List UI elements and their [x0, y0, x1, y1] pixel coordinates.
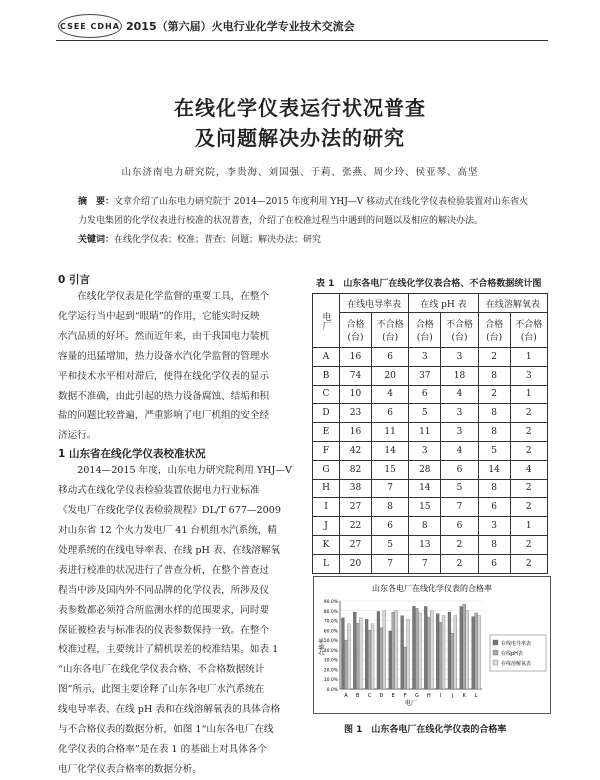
header-divider — [56, 40, 548, 41]
bar-在线溶解氧表 — [383, 611, 386, 689]
bar-在线溶解氧表 — [430, 611, 433, 689]
count-cell: 6 — [478, 498, 510, 517]
bar-在线pH表 — [356, 623, 359, 689]
bar-在线溶解氧表 — [442, 616, 445, 689]
count-cell: 28 — [409, 460, 441, 479]
count-cell: 5 — [409, 404, 441, 423]
x-tick-label: C — [367, 693, 372, 699]
count-cell: 8 — [478, 404, 510, 423]
x-tick-label: D — [379, 693, 384, 699]
count-cell: 3 — [478, 517, 510, 536]
count-cell: 1 — [510, 385, 547, 404]
x-tick-label: K — [462, 693, 466, 699]
conference-logo: CSEE CDHA — [58, 14, 122, 38]
text-line: 与不合格仪表的数据分析，如图 1“山东各电厂在线 — [58, 724, 274, 736]
count-cell: 10 — [340, 385, 372, 404]
y-tick-label: 70.0% — [323, 619, 338, 625]
table-row — [313, 498, 548, 517]
text-line: 数据不准确，由此引起的热力设备腐蚀、结垢和积 — [58, 390, 270, 402]
table-row — [313, 385, 548, 404]
bar-在线溶解氧表 — [347, 624, 350, 689]
text-line: 校准过程，主要统计了精机误差的校准结果。如表 1 — [58, 644, 279, 656]
plant-cell: E — [313, 423, 340, 442]
x-tick-label: E — [391, 693, 395, 699]
x-tick-label: I — [439, 693, 442, 699]
fail-header: 不合格(台) — [441, 313, 478, 348]
keywords: 在线化学仪表；校准；普查；问题；解决办法；研究 — [114, 235, 322, 245]
count-cell: 27 — [340, 535, 372, 554]
table-row — [313, 554, 548, 573]
chart-title: 山东各电厂在线化学仪表的合格率 — [372, 584, 492, 593]
count-cell: 6 — [478, 554, 510, 573]
bar-在线电导率表 — [436, 614, 439, 689]
x-tick-label: G — [414, 693, 419, 699]
y-tick-label: 40.0% — [323, 648, 338, 654]
y-tick-label: 90.0% — [323, 600, 338, 605]
count-cell: 38 — [340, 479, 372, 498]
count-cell: 3 — [441, 404, 478, 423]
fail-header: 不合格(台) — [371, 313, 408, 348]
abstract — [78, 193, 548, 250]
count-cell: 2 — [510, 535, 547, 554]
abstract-label: 摘 要： — [78, 197, 115, 207]
x-tick-label: B — [356, 693, 360, 699]
plant-cell: I — [313, 498, 340, 517]
count-cell: 2 — [510, 423, 547, 442]
count-cell: 27 — [340, 498, 372, 517]
text-line: 平和技术水平相对滞后，使得在线化学仪表的显示 — [58, 370, 270, 382]
paper-title-line2: 及问题解决办法的研究 — [195, 126, 405, 150]
count-cell: 22 — [340, 517, 372, 536]
plant-cell: F — [313, 441, 340, 460]
count-cell: 2 — [441, 554, 478, 573]
text-line: 表参数都必须符合所监测水样的范围要求，同时要 — [58, 604, 270, 616]
bar-在线电导率表 — [412, 606, 415, 689]
text-line: 化学仪表的合格率”是在表 1 的基础上对具体各个 — [58, 743, 267, 755]
y-axis-label: 合格率 — [319, 637, 326, 657]
count-cell: 8 — [478, 366, 510, 385]
plant-cell: G — [313, 460, 340, 479]
text-line: 程当中涉及国内外不同品牌的化学仪表，所涉及仪 — [58, 584, 270, 596]
legend-label: 在线电导率表 — [501, 641, 532, 647]
text-line: 图”所示，此图主要诠释了山东各电厂水汽系统在 — [58, 684, 265, 696]
pass-header: 合格(台) — [340, 313, 372, 348]
bar-在线溶解氧表 — [359, 618, 362, 689]
count-cell: 1 — [510, 348, 547, 367]
text-line: 盐的问题比较普遍，严重影响了电厂机组的安全经 — [58, 410, 270, 422]
figure-1-caption: 图 1 山东各电厂在线化学仪表的合格率 — [344, 725, 507, 735]
bar-在线pH表 — [451, 633, 454, 689]
count-cell: 18 — [441, 366, 478, 385]
pass-header: 合格(台) — [409, 313, 441, 348]
text-line: 对山东省 12 个火力发电厂 41 台机组水汽系统，精 — [58, 524, 277, 536]
count-cell: 8 — [371, 498, 408, 517]
text-line: 线电导率表、在线 pH 表和在线溶解氧表的具体合格 — [58, 704, 281, 716]
count-cell: 2 — [510, 554, 547, 573]
table-row — [313, 404, 548, 423]
legend-label: 在线溶解氧表 — [501, 661, 532, 667]
table-1 — [312, 293, 548, 574]
table-row — [313, 517, 548, 536]
legend-swatch — [493, 660, 498, 665]
count-cell: 16 — [340, 348, 372, 367]
count-cell: 2 — [510, 441, 547, 460]
count-cell: 7 — [441, 498, 478, 517]
bar-在线溶解氧表 — [466, 611, 469, 689]
count-cell: 6 — [371, 404, 408, 423]
x-axis-label: 电厂 — [404, 700, 418, 707]
count-cell: 8 — [478, 535, 510, 554]
count-cell: 4 — [371, 385, 408, 404]
count-cell: 13 — [409, 535, 441, 554]
count-cell: 42 — [340, 441, 372, 460]
count-cell: 3 — [441, 348, 478, 367]
count-cell: 8 — [478, 479, 510, 498]
abstract-line1: 文章介绍了山东电力研究院于 2014—2015 年度利用 YHJ—V 移动式在线化学仪表检验装置对山东省火 — [114, 197, 529, 207]
text-line: 容量的迅猛增加，热力设备水汽化学监督的管理水 — [58, 350, 270, 362]
text-line: 《发电厂在线化学仪表检验规程》DL/T 677—2009 — [58, 505, 281, 517]
bar-在线pH表 — [344, 640, 347, 689]
bar-在线电导率表 — [377, 611, 380, 689]
count-cell: 23 — [340, 404, 372, 423]
y-tick-label: 60.0% — [323, 629, 338, 635]
bar-在线pH表 — [380, 628, 383, 689]
bar-在线溶解氧表 — [454, 616, 457, 689]
abstract-line2: 力发电集团的化学仪表进行校准的状况普查，介绍了在校准过程当中遇到的问题以及相应的解决办法。 — [78, 216, 484, 226]
count-cell: 2 — [478, 348, 510, 367]
y-tick-label: 0.0% — [326, 688, 338, 693]
bar-在线pH表 — [475, 613, 478, 689]
legend-swatch — [493, 650, 498, 655]
plant-cell: J — [313, 517, 340, 536]
count-cell: 37 — [409, 366, 441, 385]
count-cell: 1 — [510, 517, 547, 536]
count-cell: 3 — [409, 348, 441, 367]
count-cell: 15 — [371, 460, 408, 479]
y-tick-label: 50.0% — [323, 639, 338, 645]
table-row — [313, 348, 548, 367]
text-line: “山东各电厂在线化学仪表合格、不合格数据统计 — [58, 664, 265, 676]
running-header: 2015（第六届）火电行业化学专业技术交流会 — [126, 20, 355, 33]
text-line: 济运行。 — [58, 430, 97, 442]
count-cell: 14 — [478, 460, 510, 479]
bar-在线电导率表 — [389, 631, 392, 689]
plant-cell: C — [313, 385, 340, 404]
count-cell: 74 — [340, 366, 372, 385]
text-line: 表进行校准的状况进行了普查分析，在整个普查过 — [58, 564, 270, 576]
text-line: 处理系统的在线电导率表、在线 pH 表、在线溶解氧 — [58, 544, 281, 556]
table-row — [313, 535, 548, 554]
bar-在线pH表 — [439, 622, 442, 689]
count-cell: 6 — [371, 348, 408, 367]
count-cell: 6 — [441, 517, 478, 536]
y-tick-label: 10.0% — [323, 678, 338, 684]
plant-cell: A — [313, 348, 340, 367]
table-row — [313, 460, 548, 479]
plant-cell: B — [313, 366, 340, 385]
bar-在线电导率表 — [460, 606, 463, 689]
bar-在线电导率表 — [341, 618, 344, 689]
count-cell: 82 — [340, 460, 372, 479]
legend-label: 在线pH表 — [501, 651, 523, 657]
text-line: 移动式在线化学仪表检验装置依据电力行业标准 — [58, 485, 260, 497]
figure-1-chart — [314, 577, 550, 713]
plant-cell: K — [313, 535, 340, 554]
count-cell: 7 — [409, 554, 441, 573]
bar-在线pH表 — [415, 608, 418, 689]
group-header: 在线溶解氧表 — [478, 294, 547, 313]
text-line: 水汽品质的好坏。然而近年来，由于我国电力装机 — [58, 330, 270, 342]
legend-swatch — [493, 640, 498, 645]
bar-在线电导率表 — [353, 612, 356, 689]
table-row — [313, 441, 548, 460]
text-line: 在线化学仪表是化学监督的重要工具，在整个 — [58, 291, 270, 302]
bar-在线电导率表 — [424, 606, 427, 689]
text-line: 电厂化学仪表合格率的数据分析。 — [58, 763, 202, 775]
plant-cell: D — [313, 404, 340, 423]
group-header: 在线电导率表 — [340, 294, 409, 313]
table-row — [313, 479, 548, 498]
count-cell: 7 — [371, 479, 408, 498]
count-cell: 5 — [441, 479, 478, 498]
count-cell: 6 — [409, 385, 441, 404]
count-cell: 14 — [371, 441, 408, 460]
x-tick-label: J — [451, 693, 454, 699]
section-0-heading: 0 引言 — [58, 274, 90, 286]
pass-header: 合格(台) — [478, 313, 510, 348]
y-tick-label: 20.0% — [323, 668, 338, 674]
table-row — [313, 366, 548, 385]
bar-在线电导率表 — [401, 616, 404, 689]
bar-在线溶解氧表 — [395, 611, 398, 689]
count-cell: 5 — [478, 441, 510, 460]
fail-header: 不合格(台) — [510, 313, 547, 348]
count-cell: 7 — [371, 554, 408, 573]
count-cell: 4 — [441, 385, 478, 404]
x-tick-label: H — [426, 693, 431, 699]
count-cell: 2 — [441, 535, 478, 554]
count-cell: 2 — [510, 404, 547, 423]
count-cell: 3 — [510, 366, 547, 385]
text-line: 2014—2015 年度，山东电力研究院利用 YHJ—V — [58, 465, 292, 477]
bar-在线溶解氧表 — [478, 616, 481, 689]
count-cell: 2 — [510, 479, 547, 498]
bar-在线电导率表 — [448, 612, 451, 689]
y-tick-label: 80.0% — [323, 609, 338, 615]
paper-title-line1: 在线化学仪表运行状况普查 — [174, 96, 426, 120]
count-cell: 15 — [409, 498, 441, 517]
x-tick-label: L — [474, 693, 478, 699]
count-cell: 3 — [409, 441, 441, 460]
bar-在线pH表 — [463, 604, 466, 689]
count-cell: 2 — [510, 498, 547, 517]
count-cell: 3 — [441, 423, 478, 442]
count-cell: 5 — [371, 535, 408, 554]
count-cell: 4 — [510, 460, 547, 479]
count-cell: 16 — [340, 423, 372, 442]
count-cell: 2 — [478, 385, 510, 404]
count-cell: 20 — [371, 366, 408, 385]
bar-在线电导率表 — [365, 619, 368, 689]
bar-在线pH表 — [404, 647, 407, 689]
section-1-paragraph — [58, 461, 298, 780]
y-tick-label: 30.0% — [323, 658, 338, 664]
bar-在线溶解氧表 — [371, 624, 374, 689]
group-header: 在线 pH 表 — [409, 294, 478, 313]
bar-在线pH表 — [368, 630, 371, 689]
table-row — [313, 423, 548, 442]
x-tick-label: F — [403, 693, 407, 699]
bar-在线溶解氧表 — [418, 613, 421, 689]
plant-header: 电厂 — [313, 294, 340, 348]
table-1-caption: 表 1 山东各电厂在线化学仪表合格、不合格数据统计图 — [316, 279, 542, 289]
intro-paragraph — [58, 287, 298, 446]
section-1-heading: 1 山东省在线化学仪表校准状况 — [58, 448, 206, 461]
count-cell: 6 — [371, 517, 408, 536]
keywords-label: 关键词： — [78, 235, 115, 245]
plant-cell: H — [313, 479, 340, 498]
count-cell: 11 — [371, 423, 408, 442]
count-cell: 20 — [340, 554, 372, 573]
text-line: 化学运行当中起到“眼睛”的作用，它能实时反映 — [58, 310, 260, 322]
paper-authors: 山东济南电力研究院，李贵海、刘国强、于莉、张燕、周少玲、侯亚琴、高坚 — [121, 167, 479, 178]
count-cell: 8 — [409, 517, 441, 536]
text-line: 保证被检表与标准表的仪表参数保持一致。在整个 — [58, 624, 270, 636]
count-cell: 6 — [441, 460, 478, 479]
bar-在线溶解氧表 — [407, 619, 410, 689]
count-cell: 4 — [441, 441, 478, 460]
bar-在线pH表 — [427, 617, 430, 689]
bar-在线电导率表 — [472, 617, 475, 689]
figure-1-frame — [313, 576, 551, 714]
left-column — [58, 272, 298, 780]
bar-在线pH表 — [392, 612, 395, 689]
plant-cell: L — [313, 554, 340, 573]
count-cell: 11 — [409, 423, 441, 442]
count-cell: 14 — [409, 479, 441, 498]
count-cell: 8 — [478, 423, 510, 442]
x-tick-label: A — [344, 693, 348, 699]
